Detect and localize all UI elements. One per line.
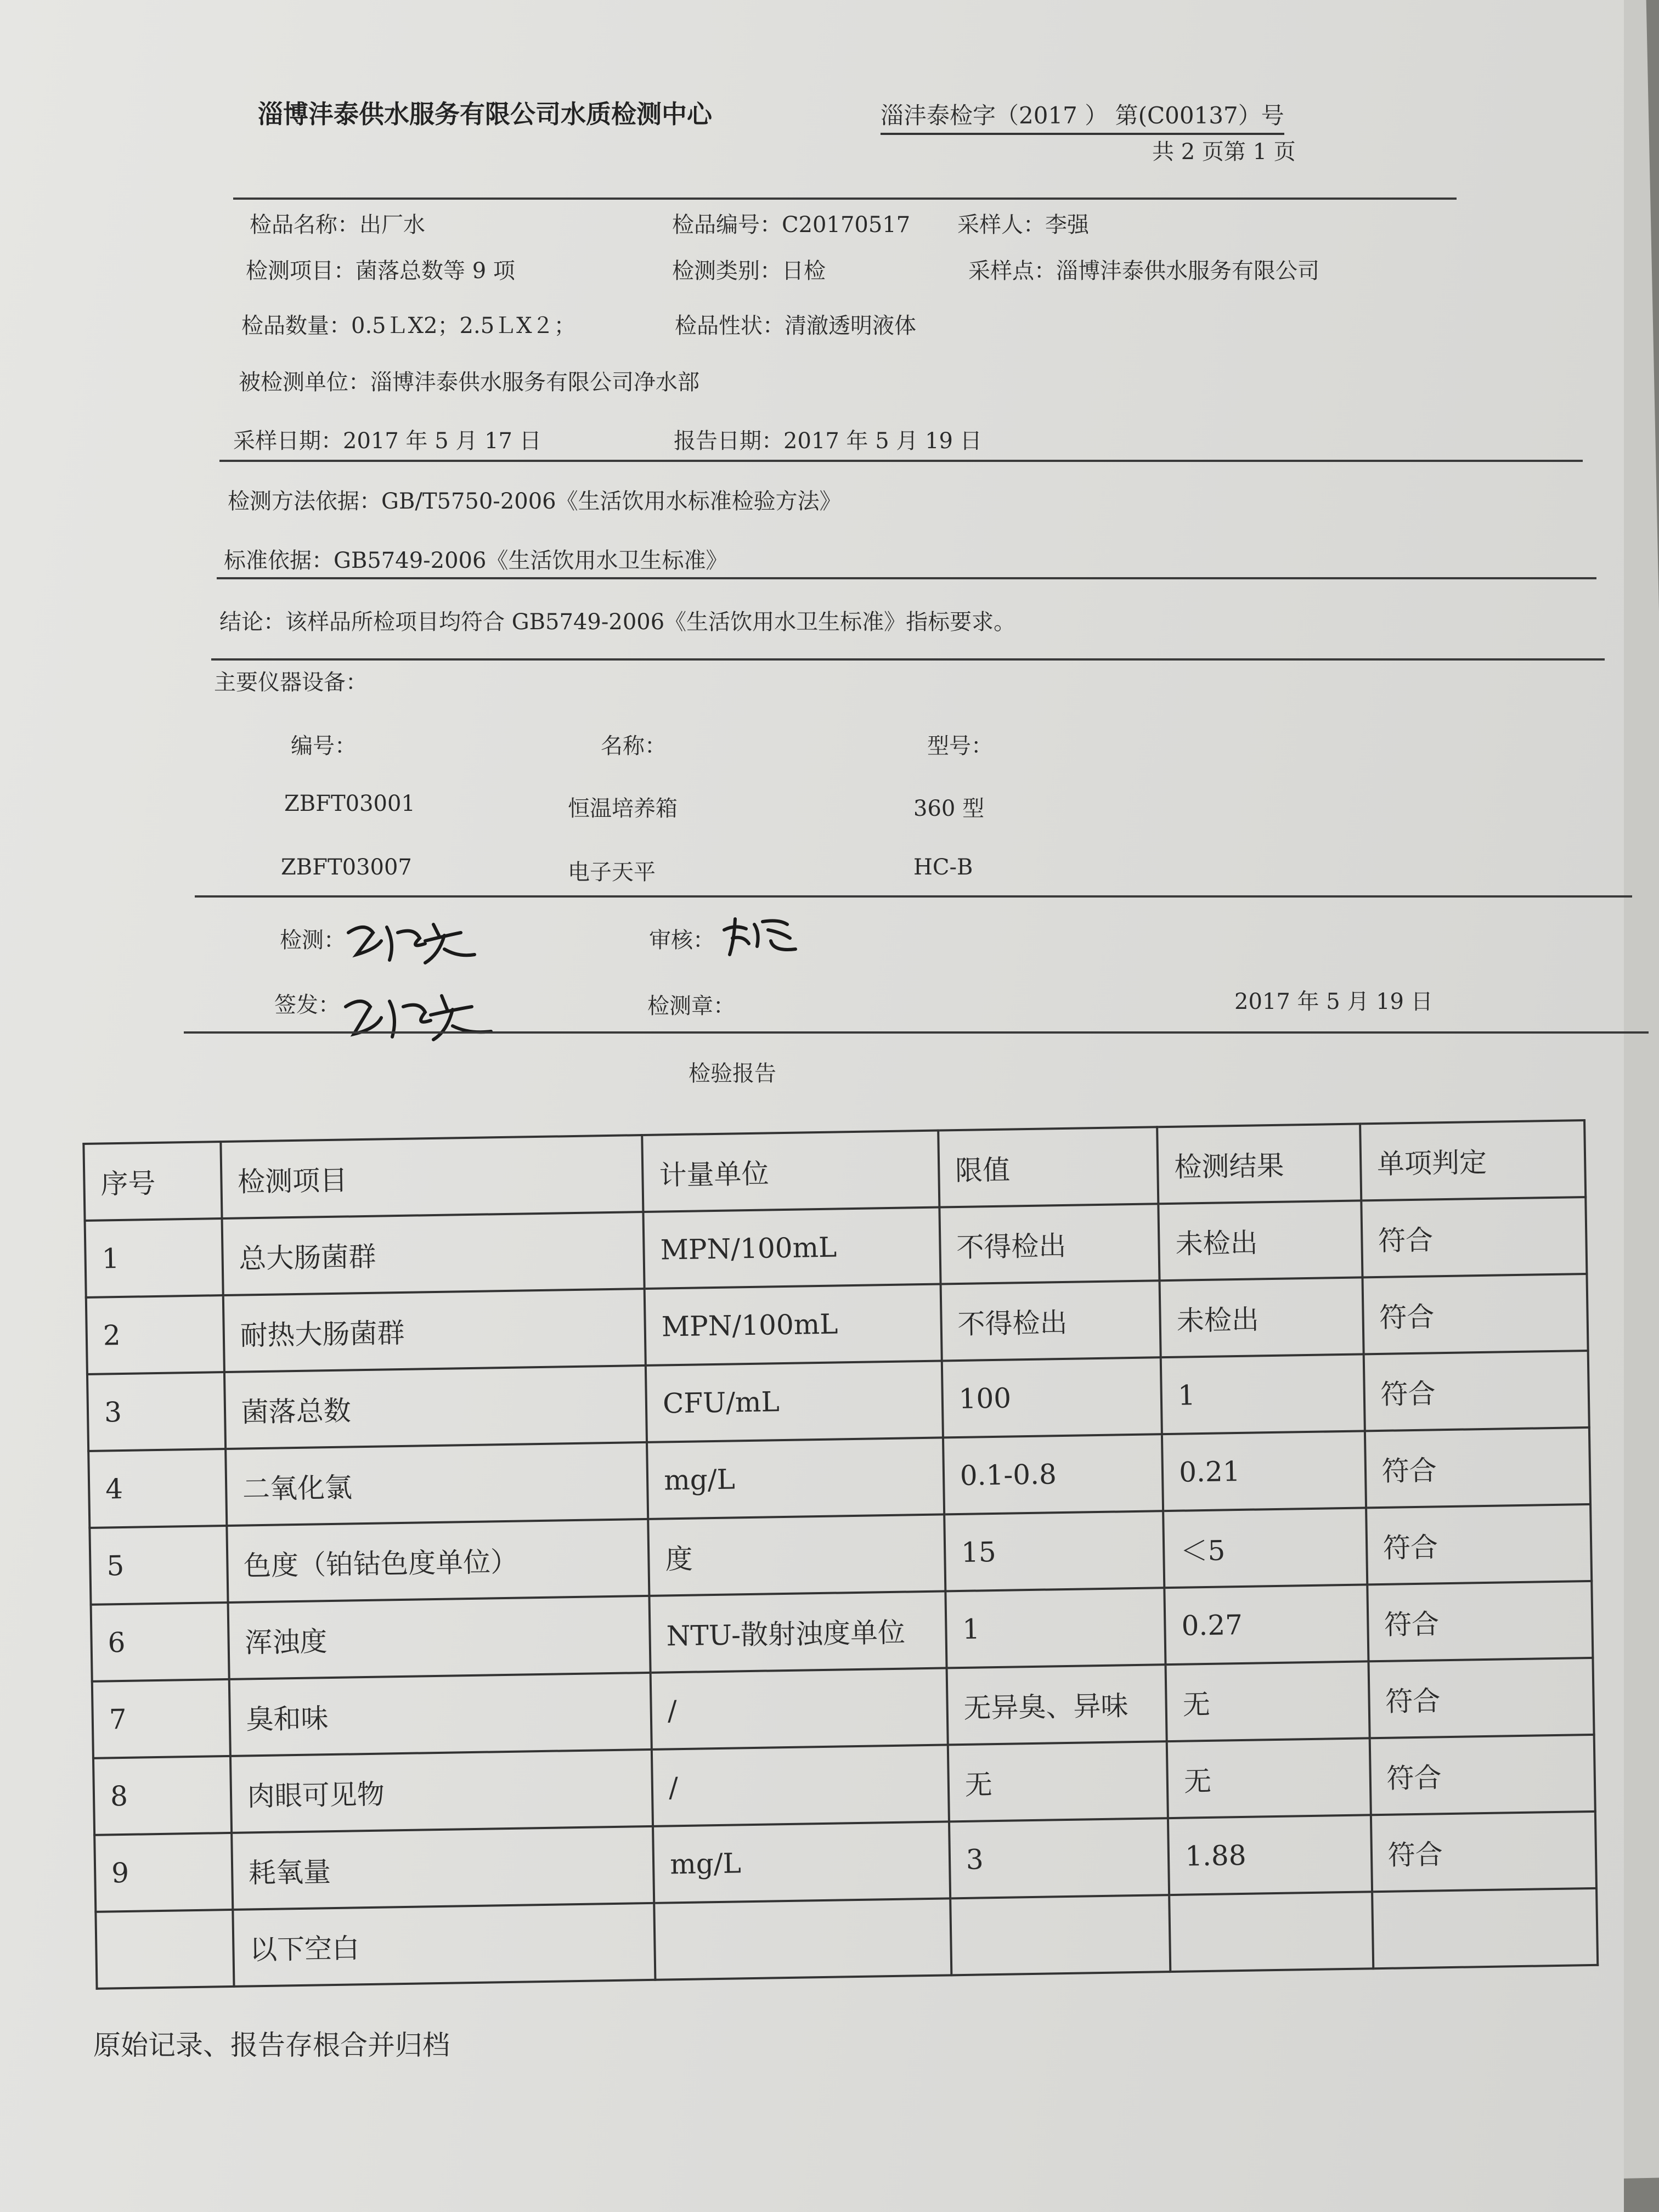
table-cell: 符合 xyxy=(1362,1274,1588,1354)
table-cell: 5 xyxy=(89,1526,228,1605)
equipment-name: 电子天平 xyxy=(568,860,656,885)
table-cell: mg/L xyxy=(653,1821,950,1903)
table-cell: NTU-散射浊度单位 xyxy=(650,1591,947,1672)
divider xyxy=(217,577,1596,579)
table-cell xyxy=(95,1910,234,1989)
table-cell: 1 xyxy=(1161,1354,1365,1434)
table-cell: 15 xyxy=(944,1511,1165,1591)
sample-name-row: 检品名称：出厂水 xyxy=(250,212,425,238)
quantity-row: 检品数量：0.5ＬX2；2.5ＬX２； xyxy=(241,313,576,338)
divider xyxy=(219,460,1583,462)
table-cell: 二氧化氯 xyxy=(225,1442,648,1526)
reviewer-signature xyxy=(719,908,801,963)
table-cell: 0.27 xyxy=(1165,1584,1369,1664)
sample-name: 出厂水 xyxy=(359,212,425,238)
table-cell: MPN/100mL xyxy=(645,1284,942,1365)
header-cell: 计量单位 xyxy=(642,1131,939,1212)
table-cell: 符合 xyxy=(1363,1351,1589,1431)
character-row: 检品性状：清澈透明液体 xyxy=(675,313,916,338)
table-cell: 0.21 xyxy=(1162,1431,1366,1511)
equipment-header-model: 型号： xyxy=(927,733,993,759)
issuer-signature xyxy=(337,982,502,1048)
table-cell: 符合 xyxy=(1368,1658,1594,1738)
tester-signature xyxy=(343,911,486,971)
table-cell: 色度（铂钴色度单位） xyxy=(227,1519,650,1602)
equipment-model: 360 型 xyxy=(913,796,985,821)
table-cell: 度 xyxy=(648,1514,945,1595)
standard-basis: 标准依据：GB5749-2006《生活饮用水卫生标准》 xyxy=(224,548,728,573)
conclusion: 结论：该样品所检项目均符合 GB5749-2006《生活饮用水卫生标准》指标要求。 xyxy=(219,610,1016,635)
table-cell: 无 xyxy=(1166,1661,1370,1741)
table-cell: CFU/mL xyxy=(646,1361,943,1442)
center-name: 淄博沣泰供水服务有限公司水质检测中心 xyxy=(258,99,712,129)
table-cell: 无 xyxy=(1167,1738,1371,1818)
table-cell: 2 xyxy=(86,1295,224,1374)
table-cell: 100 xyxy=(942,1357,1163,1437)
table-cell: mg/L xyxy=(647,1437,944,1519)
table-cell xyxy=(950,1895,1171,1975)
table-cell: 以下空白 xyxy=(233,1903,656,1987)
sign-date: 2017 年 5 月 19 日 xyxy=(1234,989,1433,1014)
equipment-name: 恒温培养箱 xyxy=(568,796,678,821)
header-cell: 限值 xyxy=(938,1127,1159,1207)
table-cell: / xyxy=(652,1745,949,1826)
table-cell: 无 xyxy=(948,1741,1169,1821)
table-cell: 耗氧量 xyxy=(232,1826,654,1910)
header-cell: 检测结果 xyxy=(1157,1124,1361,1204)
table-cell: / xyxy=(651,1668,948,1749)
table-cell: 1.88 xyxy=(1168,1815,1372,1895)
table-cell: 符合 xyxy=(1369,1735,1595,1815)
table-cell: 3 xyxy=(949,1818,1170,1898)
divider xyxy=(233,198,1457,200)
table-cell: 符合 xyxy=(1365,1427,1590,1508)
divider xyxy=(195,895,1632,898)
sample-point-row: 采样点：淄博沣泰供水服务有限公司 xyxy=(968,258,1319,284)
header-cell: 检测项目 xyxy=(221,1135,644,1218)
footer-note: 原始记录、报告存根合并归档 xyxy=(93,2029,450,2061)
table-cell: MPN/100mL xyxy=(644,1207,941,1289)
issuer-label: 签发： xyxy=(274,992,340,1018)
table-cell: 不得检出 xyxy=(939,1204,1160,1284)
table-cell: 0.1-0.8 xyxy=(943,1434,1164,1514)
test-items: 菌落总数等 9 项 xyxy=(356,258,515,284)
report-date-row: 报告日期：2017 年 5 月 19 日 xyxy=(674,428,982,454)
doc-number: 淄沣泰检字（2017 ） 第(C00137）号 xyxy=(881,98,1284,135)
page-info: 共 2 页第 1 页 xyxy=(1152,139,1296,165)
report-table xyxy=(82,1119,1599,1990)
sampler-row: 采样人：李强 xyxy=(957,212,1089,238)
table-cell: 符合 xyxy=(1371,1812,1596,1892)
equipment-title: 主要仪器设备： xyxy=(214,670,368,695)
table-cell: 4 xyxy=(88,1449,227,1528)
table-cell: 符合 xyxy=(1367,1581,1593,1661)
tester-label: 检测： xyxy=(280,928,346,953)
table-cell: 1 xyxy=(945,1588,1166,1668)
table-cell: 3 xyxy=(87,1372,225,1451)
table-cell xyxy=(1372,1888,1598,1968)
report-title: 检验报告 xyxy=(689,1061,776,1086)
table-cell: 菌落总数 xyxy=(224,1365,647,1449)
table-cell: 符合 xyxy=(1366,1504,1592,1584)
test-type-row: 检测类别：日检 xyxy=(672,258,826,284)
test-items-row: 检测项目：菌落总数等 9 项 xyxy=(246,258,515,284)
table-cell: 8 xyxy=(93,1756,232,1835)
table-cell: 总大肠菌群 xyxy=(222,1212,645,1295)
sample-date: 2017 年 5 月 17 日 xyxy=(343,428,541,454)
table-cell: ＜5 xyxy=(1163,1508,1367,1588)
table-cell: 6 xyxy=(91,1602,229,1681)
sample-point: 淄博沣泰供水服务有限公司 xyxy=(1056,258,1319,284)
table-cell: 未检出 xyxy=(1160,1277,1364,1357)
table-cell: 浑浊度 xyxy=(228,1596,651,1679)
equipment-header-id: 编号： xyxy=(291,733,357,759)
equipment-id: ZBFT03007 xyxy=(281,855,412,880)
sample-date-row: 采样日期：2017 年 5 月 17 日 xyxy=(233,428,541,454)
table-cell: 9 xyxy=(94,1833,233,1912)
equipment-model: HC-B xyxy=(913,855,973,880)
table-cell: 无异臭、异味 xyxy=(946,1664,1167,1745)
header-cell: 单项判定 xyxy=(1360,1120,1585,1200)
character: 清澈透明液体 xyxy=(785,313,916,338)
method-basis: 检测方法依据：GB/T5750-2006《生活饮用水标准检验方法》 xyxy=(228,489,842,514)
table-cell: 臭和味 xyxy=(229,1673,652,1756)
table-cell: 耐热大肠菌群 xyxy=(223,1289,646,1372)
report-date: 2017 年 5 月 19 日 xyxy=(783,428,982,454)
quantity: 0.5ＬX2；2.5ＬX２； xyxy=(351,313,576,338)
table-cell: 不得检出 xyxy=(940,1280,1161,1361)
table-cell: 未检出 xyxy=(1159,1200,1363,1280)
sampler: 李强 xyxy=(1045,212,1089,238)
divider xyxy=(184,1031,1649,1034)
test-type: 日检 xyxy=(782,258,826,284)
table-cell xyxy=(1169,1892,1373,1972)
sample-no-row: 检品编号：C20170517 xyxy=(672,212,911,238)
header-cell: 序号 xyxy=(83,1142,222,1221)
tested-unit: 淄博沣泰供水服务有限公司净水部 xyxy=(370,370,699,395)
divider xyxy=(211,658,1605,661)
reviewer-label: 审核： xyxy=(649,928,715,953)
table-cell: 1 xyxy=(85,1218,223,1297)
stamp-label: 检测章： xyxy=(647,994,735,1019)
table-cell: 7 xyxy=(92,1679,230,1758)
table-cell xyxy=(654,1898,951,1979)
table-cell: 肉眼可见物 xyxy=(230,1750,653,1833)
tested-unit-row: 被检测单位：淄博沣泰供水服务有限公司净水部 xyxy=(239,370,699,395)
sample-no: C20170517 xyxy=(782,212,911,238)
table-cell: 符合 xyxy=(1361,1197,1587,1277)
equipment-header-name: 名称： xyxy=(601,733,667,759)
equipment-id: ZBFT03001 xyxy=(284,791,415,816)
